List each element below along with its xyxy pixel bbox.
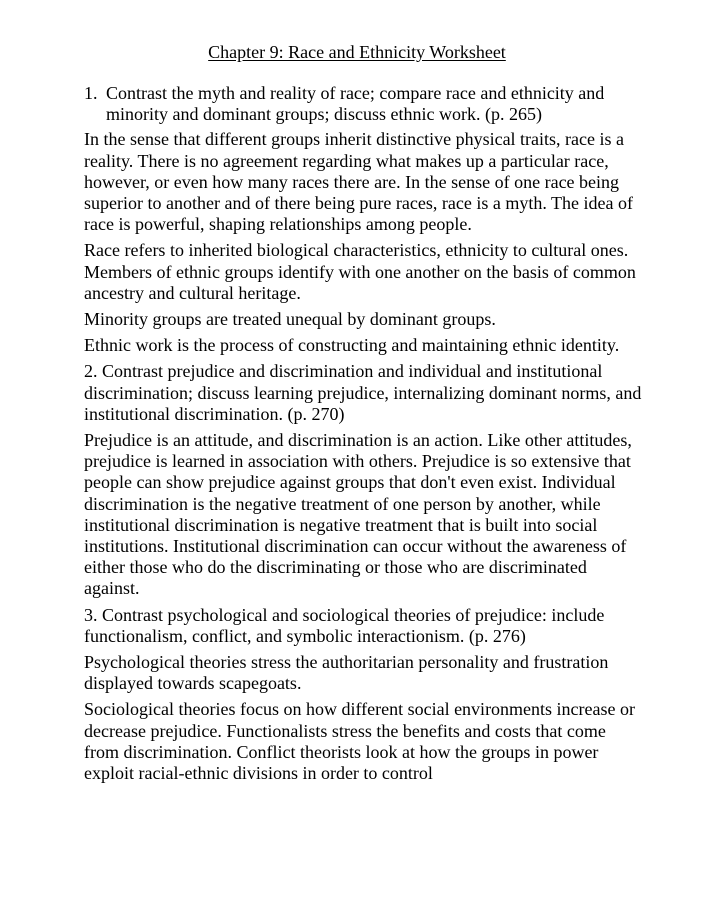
question-1-number: 1. xyxy=(84,83,98,103)
worksheet-body xyxy=(84,83,644,789)
question-2: 2. Contrast prejudice and discrimination and individual and institutional discrimination; discuss learning prejudice, internalizing dominant norms, and institutional discrimination. (p. 270) xyxy=(84,361,642,424)
answer-3-paragraph-psychological: Psychological theories stress the authoritarian personality and frustration displayed towards scapegoats. xyxy=(84,652,609,694)
answer-1-paragraph-ethnic-work: Ethnic work is the process of constructing and maintaining ethnic identity. xyxy=(84,335,620,356)
answer-1-paragraph-minority-groups: Minority groups are treated unequal by dominant groups. xyxy=(84,309,496,330)
answer-1-paragraph-myth-reality: In the sense that different groups inherit distinctive physical traits, race is a reality. There is no agreement regarding what makes up a particular race, however, or even how many races there are. In the sense of one race being superior to another and of there being pure races, race is a myth. The idea of race is powerful, shaping relationships among people. xyxy=(84,129,633,235)
answer-2-paragraph: Prejudice is an attitude, and discrimination is an action. Like other attitudes, prejudice is learned in association with others. Prejudice is so extensive that people can show prejudice against groups that don't even exist. Individual discrimination is the negative treatment of one person by another, while institutional discrimination is negative treatment that is built into social institutions. Institutional discrimination can occur without the awareness of either those who do the discriminating or those who are discriminated against. xyxy=(84,430,632,599)
question-1-text: Contrast the myth and reality of race; compare race and ethnicity and minority and dominant groups; discuss ethnic work. (p. 265) xyxy=(106,83,605,125)
answer-3-paragraph-sociological: Sociological theories focus on how different social environments increase or decrease prejudice. Functionalists stress the benefits and costs that come from discrimination. Conflict theorists look at how the groups in power exploit racial-ethnic divisions in order to control xyxy=(84,699,636,784)
question-3: 3. Contrast psychological and sociological theories of prejudice: include functionalism, conflict, and symbolic interactionism. (p. 276) xyxy=(84,604,605,646)
worksheet-title: Chapter 9: Race and Ethnicity Worksheet xyxy=(208,42,506,62)
question-1 xyxy=(84,83,644,125)
answer-1-paragraph-race-ethnicity: Race refers to inherited biological characteristics, ethnicity to cultural ones. Members of ethnic groups identify with one another on the basis of common ancestry and cultural heritage. xyxy=(84,240,636,303)
